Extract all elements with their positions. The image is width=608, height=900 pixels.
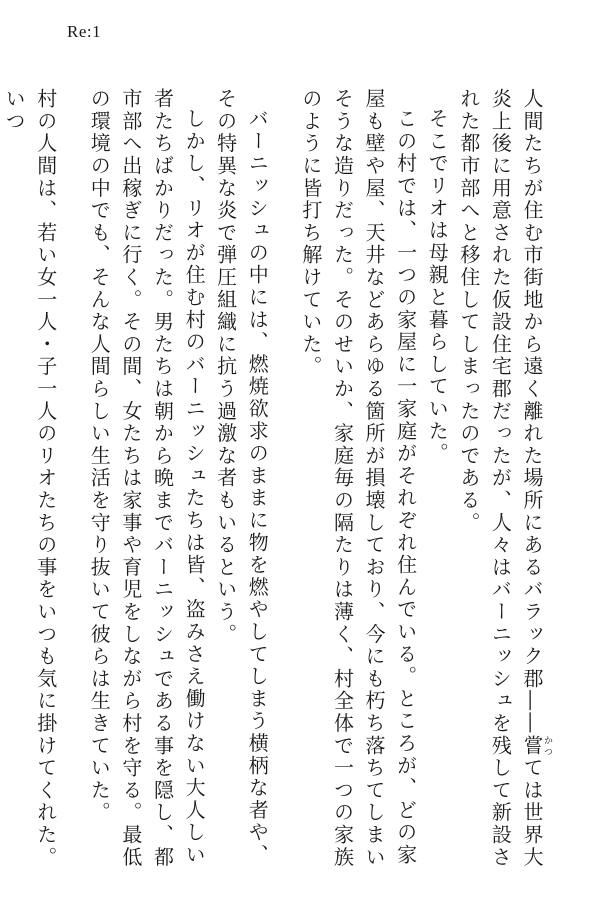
paragraph-gap [272, 88, 294, 878]
paragraph-2: そこでリオは母親と暮らしていた。 [425, 108, 450, 465]
ruby-katsu [520, 734, 552, 758]
ruby-base: 嘗 [520, 734, 544, 758]
paragraph-4: バーニッシュの中には、燃焼欲求のままに物を燃やしてしまう横柄な者や、その特異な炎で弾圧組織に抗う過激な者もいるという。 [213, 88, 270, 867]
paragraph-3: この村では、一つの家屋に一家庭がそれぞれ住んでいる。ところが、どの家屋も壁や屋、天井などあらゆる箇所が損壊しており、今にも朽ち落ちてしまいそうな造りだった。そのせいか、家庭毎の隔たりは薄く、村全体で一つの家族のように皆打ち解けていた。 [298, 88, 418, 869]
paragraph-1-text-a: 人間たちが住む市街地から遠く離れた場所にあるバラック郡―― [520, 88, 544, 735]
page-header: Re:1 [67, 22, 102, 41]
vertical-text-body [2, 88, 552, 878]
ruby-reading: かつ [542, 734, 552, 758]
paragraph-1-text-b: ては世界大炎上後に用意された仮設住宅郡だったが、人々はバーニッシュを残して新設された都市部へと移住してしまったのである。 [456, 88, 544, 869]
paragraph-6: 村の人間は、若い女一人・子一人のリオたちの事をいつも気に掛けてくれた。いつ [2, 88, 58, 869]
paragraph-1 [452, 88, 552, 878]
paragraph-5: しかし、リオが住む村のバーニッシュたちは皆、盗みさえ働けない大人しい者たちばかりだった。男たちは朝から晩までバーニッシュである事を隠し、都市部へ出稼ぎに行く。その間、女たちは家事や育児をしながら村を守る。最低の環境の中でも、そんな人間らしい生活を守り抜いて彼らは生きていた。 [87, 88, 207, 869]
paragraph-gap [61, 88, 83, 878]
